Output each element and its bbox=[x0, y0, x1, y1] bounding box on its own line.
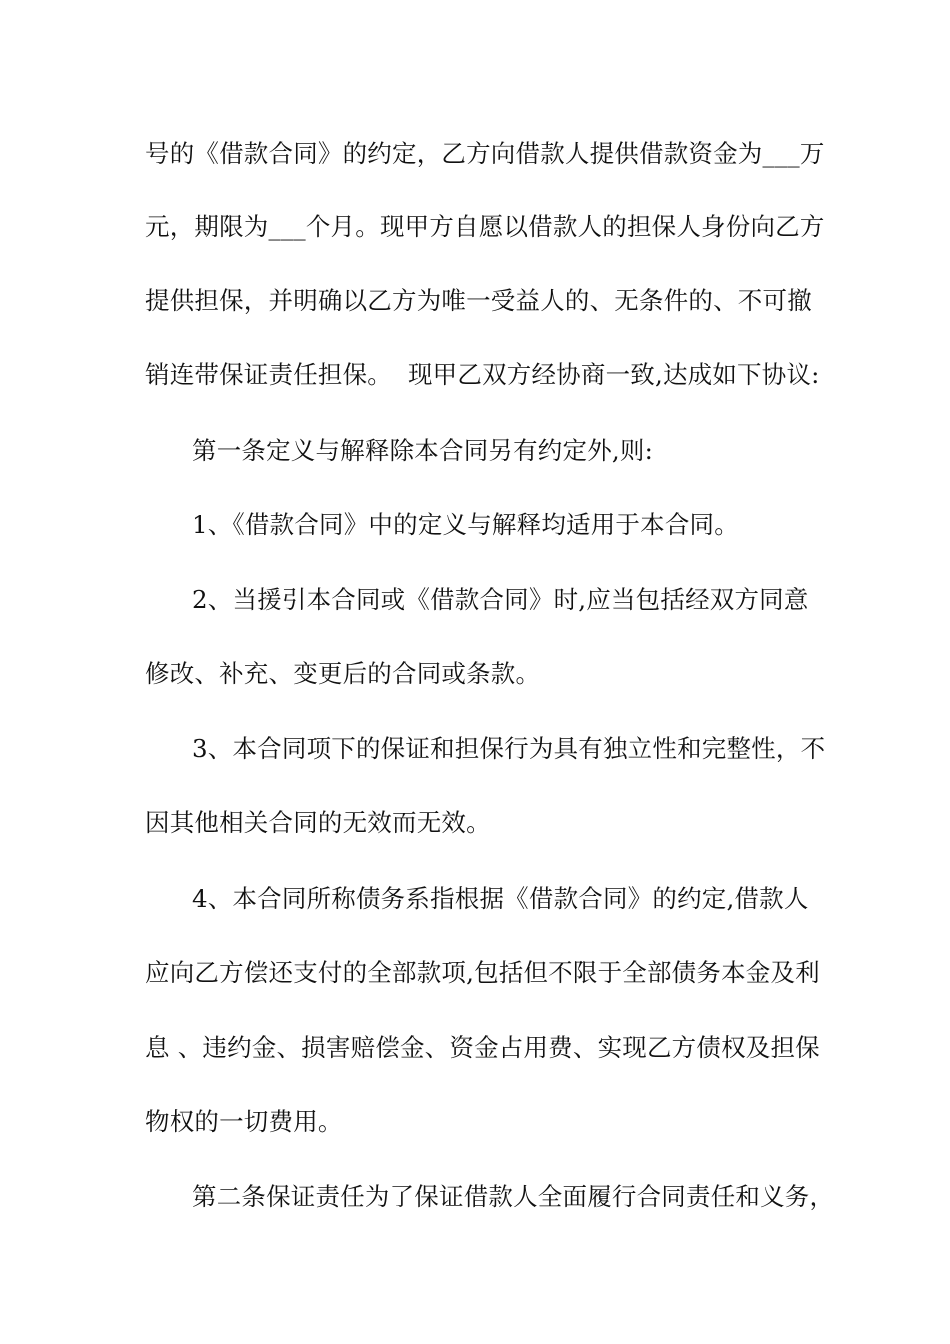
text-line: 1、《借款合同》中的定义与解释均适用于本合同。 bbox=[192, 510, 739, 539]
text-line: 应向乙方偿还支付的全部款项,包括但不限于全部债务本金及利 bbox=[145, 958, 820, 987]
text-line: 元，期限为___个月。现甲方自愿以借款人的担保人身份向乙方 bbox=[145, 212, 825, 241]
text-line: 息 、违约金、损害赔偿金、资金占用费、实现乙方债权及担保 bbox=[145, 1033, 820, 1062]
text-line: 第二条保证责任为了保证借款人全面履行合同责任和义务， bbox=[192, 1182, 835, 1211]
text-line: 2、当援引本合同或《借款合同》时,应当包括经双方同意 bbox=[192, 585, 809, 614]
text-line: 物权的一切费用。 bbox=[145, 1107, 343, 1136]
text-line: 第一条定义与解释除本合同另有约定外,则: bbox=[192, 436, 654, 465]
text-line: 因其他相关合同的无效而无效。 bbox=[145, 808, 491, 837]
text-line: 提供担保，并明确以乙方为唯一受益人的、无条件的、不可撤 bbox=[145, 286, 812, 315]
text-line: 号的《借款合同》的约定，乙方向借款人提供借款资金为___万 bbox=[145, 139, 825, 168]
text-line: 销连带保证责任担保。 现甲乙双方经协商一致,达成如下协议: bbox=[145, 360, 820, 389]
text-line: 4、本合同所称债务系指根据《借款合同》的约定,借款人 bbox=[192, 884, 809, 913]
text-line: 修改、补充、变更后的合同或条款。 bbox=[145, 659, 541, 688]
text-line: 3、本合同项下的保证和担保行为具有独立性和完整性，不 bbox=[192, 734, 826, 763]
